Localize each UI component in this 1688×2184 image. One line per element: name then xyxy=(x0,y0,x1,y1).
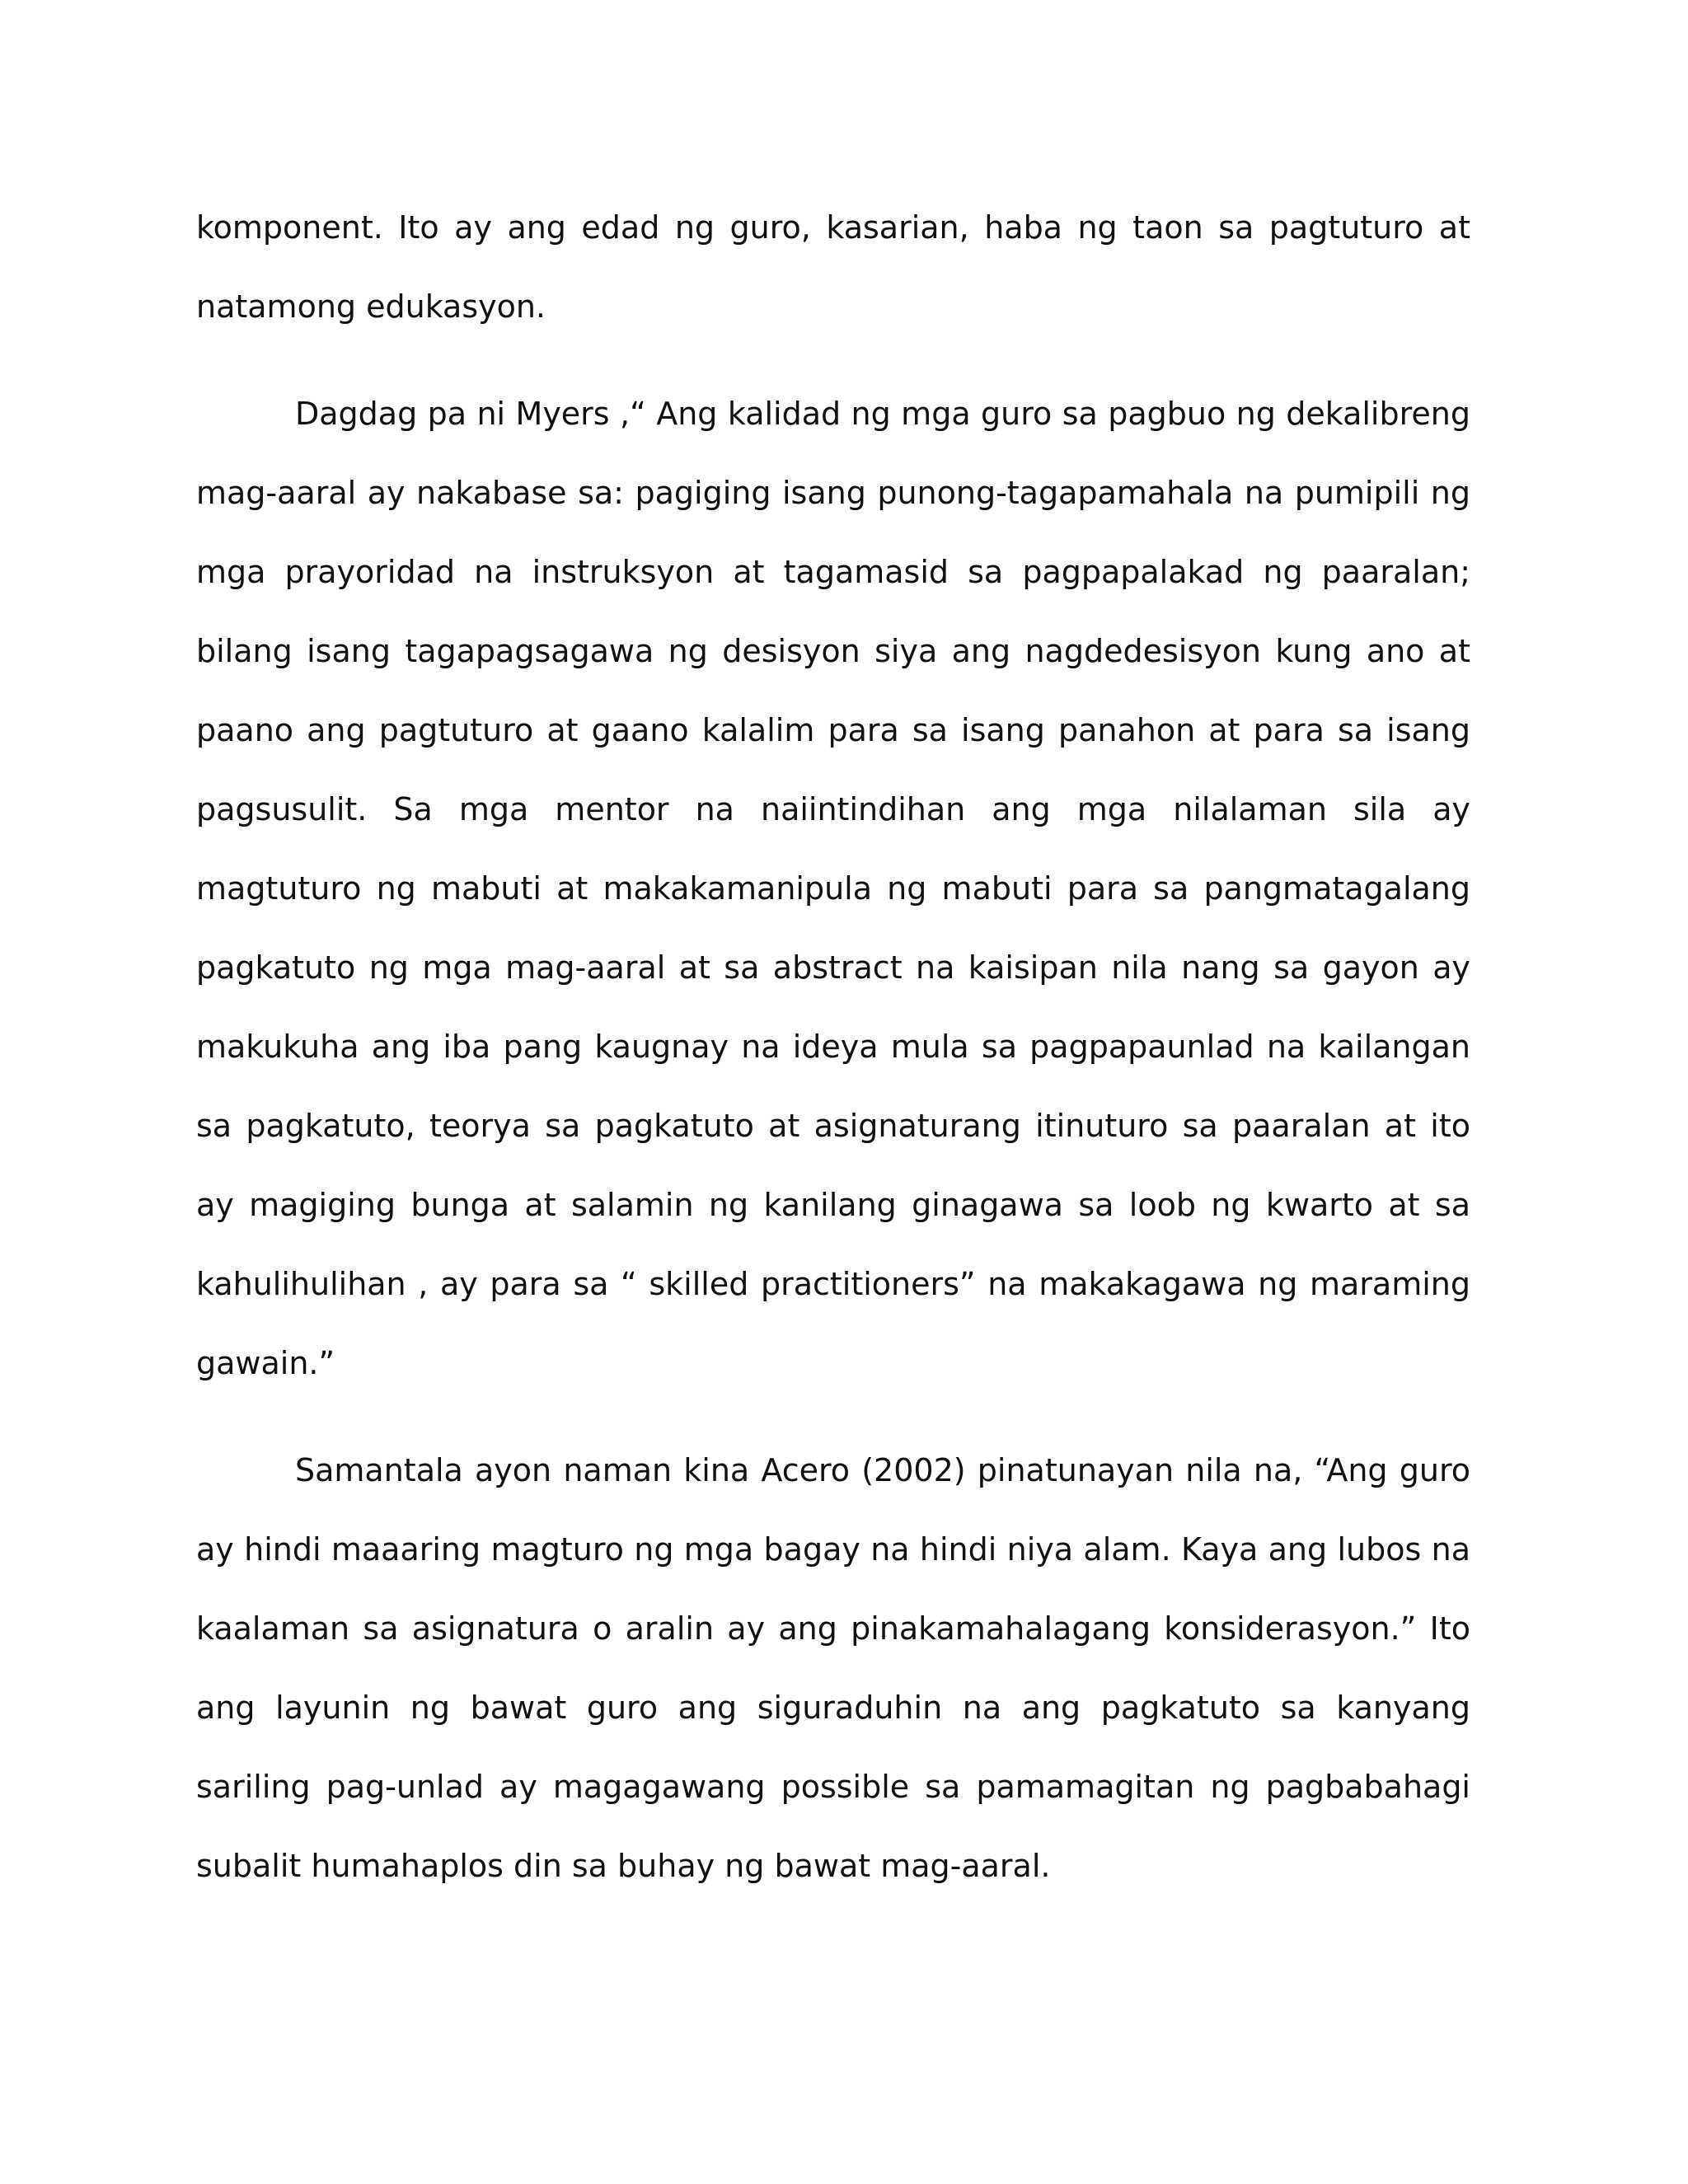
paragraph-acero-quote: Samantala ayon naman kina Acero (2002) pinatunayan nila na, “Ang guro ay hindi maaaring magturo ng mga bagay na hindi niya alam. Kaya ang lubos na kaalaman sa asignatura o aralin ay ang pinakamahalagang konsiderasyon.” Ito ang layunin ng bawat guro ang siguraduhin na ang pagkatuto sa kanyang sariling pag-unlad ay magagawang possible sa pamamagitan ng pagbabahagi subalit humahaplos din sa buhay ng bawat mag-aaral. xyxy=(196,1452,1470,1884)
document-body xyxy=(196,188,1470,1905)
paragraph-continuation: komponent. Ito ay ang edad ng guro, kasarian, haba ng taon sa pagtuturo at natamong edukasyon. xyxy=(196,209,1470,325)
paragraph-myers-quote: Dagdag pa ni Myers ,“ Ang kalidad ng mga guro sa pagbuo ng dekalibreng mag-aaral ay nakabase sa: pagiging isang punong-tagapamahala na pumipili ng mga prayoridad na instruksyon at tagamasid sa pagpapalakad ng paaralan; bilang isang tagapagsagawa ng desisyon siya ang nagdedesisyon kung ano at paano ang pagtuturo at gaano kalalim para sa isang panahon at para sa isang pagsusulit. Sa mga mentor na naiintindihan ang mga nilalaman sila ay magtuturo ng mabuti at makakamanipula ng mabuti para sa pangmatagalang pagkatuto ng mga mag-aaral at sa abstract na kaisipan nila nang sa gayon ay makukuha ang iba pang kaugnay na ideya mula sa pagpapaunlad na kailangan sa pagkatuto, teorya sa pagkatuto at asignaturang itinuturo sa paaralan at ito ay magiging bunga at salamin ng kanilang ginagawa sa loob ng kwarto at sa kahulihulihan , ay para sa “ skilled practitioners” na makakagawa ng maraming gawain.” xyxy=(196,396,1470,1381)
